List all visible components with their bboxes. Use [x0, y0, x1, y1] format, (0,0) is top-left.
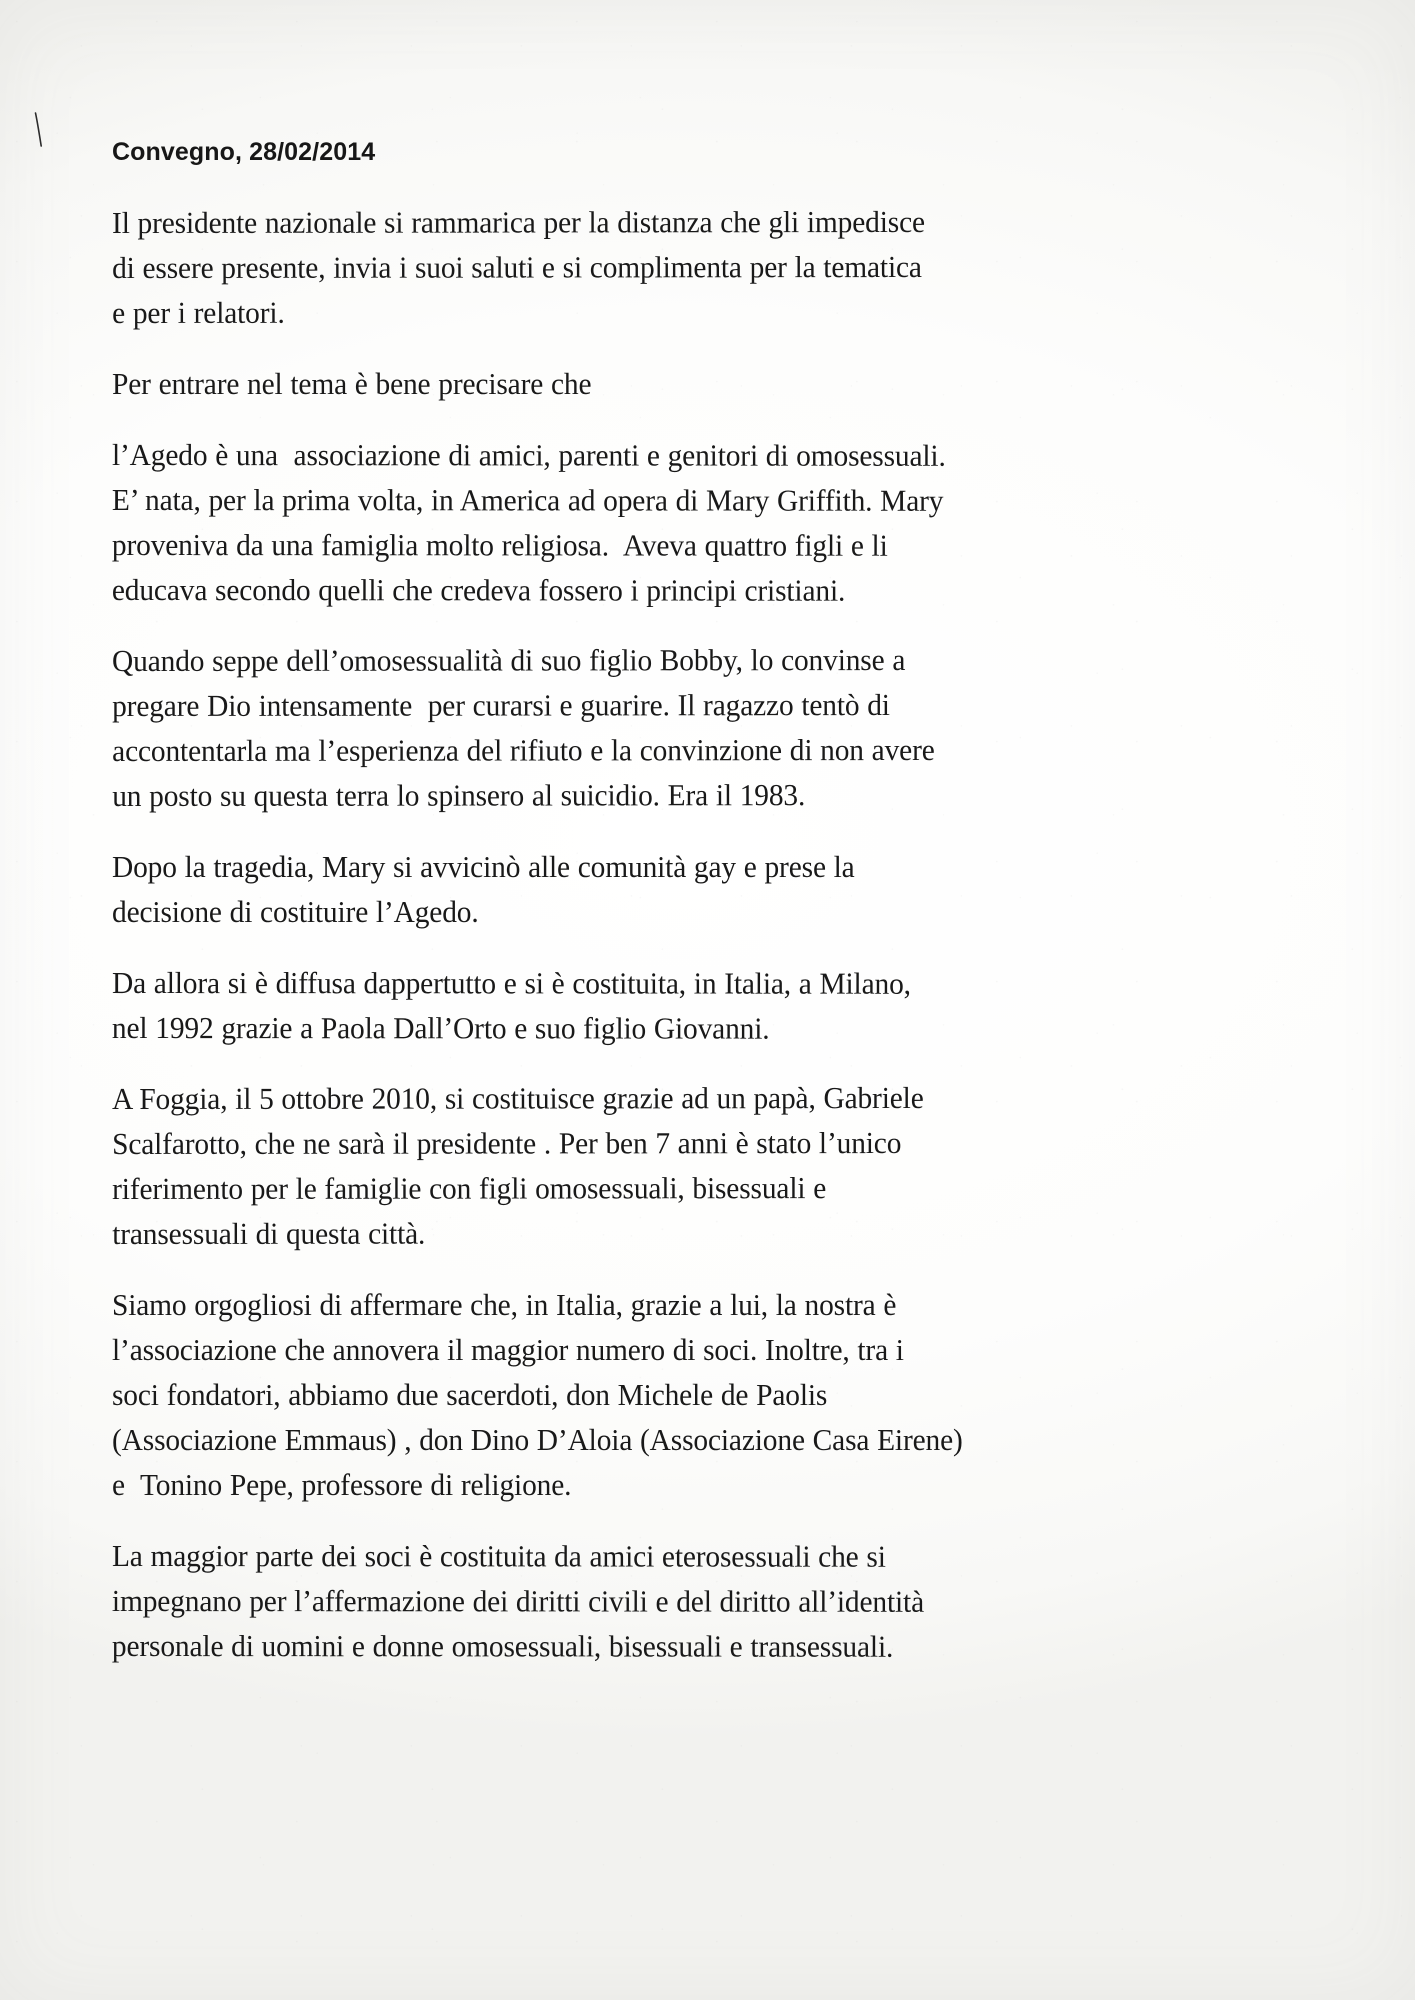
paragraph: Per entrare nel tema è bene precisare che	[112, 367, 592, 401]
paragraph: Siamo orgogliosi di affermare che, in Italia, grazie a lui, la nostra è l’associazione che annovera il maggior numero di soci. Inoltre, tra i soci fondatori, abbiamo due sacerdoti, don Michele de Paolis (Associazione Emmaus) , don Dino D’Aloia (Associazione Casa Eirene) e Tonino Pepe, professore di religione.	[112, 1288, 963, 1502]
paragraph: Quando seppe dell’omosessualità di suo figlio Bobby, lo convinse a pregare Dio intensamente per curarsi e guarire. Il ragazzo tentò di accontentarla ma l’esperienza del rifiuto e la convinzione di non avere un posto su questa terra lo spinsero al suicidio. Era il 1983.	[112, 642, 935, 813]
paragraph: l’Agedo è una associazione di amici, parenti e genitori di omosessuali. E’ nata, per la prima volta, in America ad opera di Mary Griffith. Mary proveniva da una famiglia molto religiosa. Aveva quattro figli e li educava secondo quelli che credeva fossero i principi cristiani.	[111, 438, 946, 608]
stray-pen-mark-icon	[33, 112, 47, 148]
paragraph: Il presidente nazionale si rammarica per la distanza che gli impedisce di essere presente, invia i suoi saluti e si complimenta per la tematica e per i relatori.	[112, 204, 925, 330]
paragraph: Dopo la tragedia, Mary si avvicinò alle comunità gay e prese la decisione di costituire l’Agedo.	[112, 850, 855, 929]
page-title: Convegno, 28/02/2014	[112, 138, 376, 166]
paragraph: Da allora si è diffusa dappertutto e si è costituita, in Italia, a Milano, nel 1992 grazie a Paola Dall’Orto e suo figlio Giovanni.	[111, 966, 911, 1046]
paragraph: A Foggia, il 5 ottobre 2010, si costituisce grazie ad un papà, Gabriele Scalfarotto, che ne sarà il presidente . Per ben 7 anni è stato l’unico riferimento per le famiglie con figli omosessuali, bisessuali e transessuali di questa città.	[112, 1080, 924, 1251]
paragraph: La maggior parte dei soci è costituita da amici eterosessuali che si impegnano per l’affermazione dei diritti civili e del diritto all’identità personale di uomini e donne omosessuali, bisessuali e transessuali.	[111, 1539, 925, 1664]
document-body	[112, 138, 1222, 1669]
